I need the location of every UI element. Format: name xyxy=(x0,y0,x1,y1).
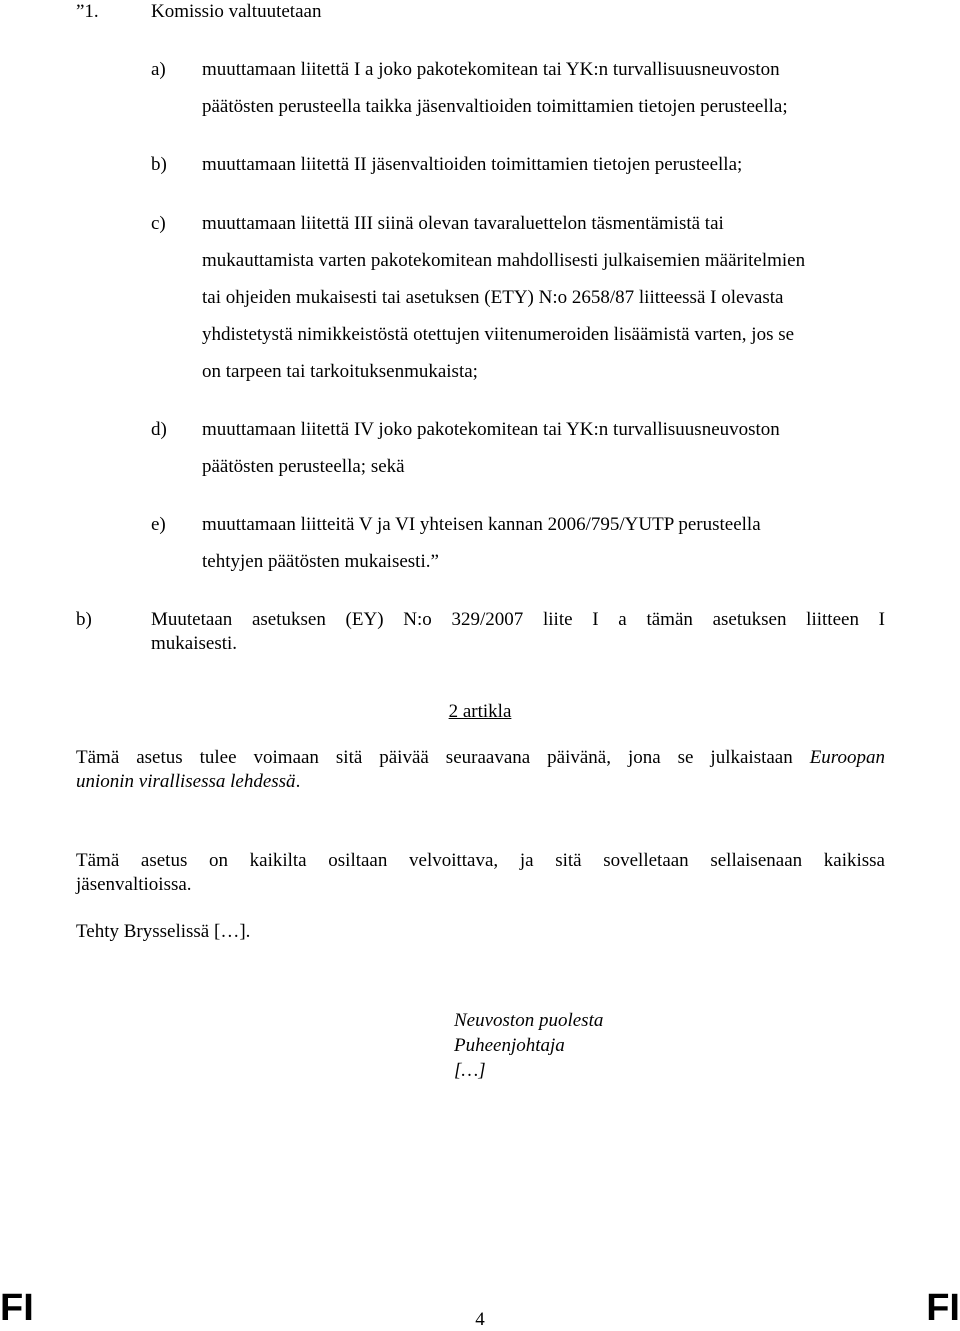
paragraph-text: . xyxy=(295,771,301,792)
binding-paragraph xyxy=(76,849,885,897)
paragraph-text: Tämä asetus tulee voimaan sitä päivää seuraavana päivänä, jona se julkaistaan xyxy=(76,747,810,768)
paragraph-line: Tämä asetus on kaikilta osiltaan velvoittava, ja sitä sovelletaan sellaisenaan kaikissa xyxy=(76,850,885,871)
sub-item-line: päätösten perusteella; sekä xyxy=(202,456,405,477)
signature-line: Puheenjohtaja xyxy=(454,1035,565,1056)
footer-language-right: FI xyxy=(926,1287,960,1329)
sub-item-line: muuttamaan liitettä I a joko pakotekomitean tai YK:n turvallisuusneuvoston xyxy=(202,59,780,80)
sub-item-line: päätösten perusteella taikka jäsenvaltioiden toimittamien tietojen perusteella; xyxy=(202,96,788,117)
sub-item-label: d) xyxy=(151,419,167,440)
sub-item-line: muuttamaan liitettä II jäsenvaltioiden toimittamien tietojen perusteella; xyxy=(202,154,743,175)
sub-item-line: yhdistetystä nimikkeistöstä otettujen viitenumeroiden lisäämistä varten, jos se xyxy=(202,324,795,345)
sub-item-line: muuttamaan liitettä IV joko pakotekomitean tai YK:n turvallisuusneuvoston xyxy=(202,419,780,440)
footer-language-left: FI xyxy=(0,1287,34,1329)
sub-item-line: muuttamaan liitettä III siinä olevan tavaraluettelon täsmentämistä tai xyxy=(202,213,724,234)
sub-item-line: on tarpeen tai tarkoituksenmukaista; xyxy=(202,361,478,382)
item-b-label: b) xyxy=(76,609,92,630)
sub-item-line: muuttamaan liitteitä V ja VI yhteisen kannan 2006/795/YUTP perusteella xyxy=(202,514,761,535)
page-number: 4 xyxy=(475,1309,485,1330)
signature-line: […] xyxy=(454,1060,486,1081)
item-b-line: Muutetaan asetuksen (EY) N:o 329/2007 liite I a tämän asetuksen liitteen I xyxy=(151,609,885,630)
sub-item-label: a) xyxy=(151,59,166,80)
journal-name: Euroopan xyxy=(809,747,885,768)
paragraph-line xyxy=(76,770,885,794)
paragraph-line xyxy=(76,746,885,770)
journal-name: unionin virallisessa lehdessä xyxy=(76,771,296,792)
list-number: ”1. xyxy=(76,1,99,22)
sub-item-line: mukauttamista varten pakotekomitean mahdollisesti julkaisemien määritelmien xyxy=(202,250,806,271)
article-paragraph xyxy=(76,746,885,794)
item-b-line: mukaisesti. xyxy=(151,633,238,654)
item-b-text xyxy=(151,608,885,656)
done-at: Tehty Brysselissä […]. xyxy=(76,921,251,942)
list-title: Komissio valtuutetaan xyxy=(151,1,322,22)
sub-item-line: tai ohjeiden mukaisesti tai asetuksen (ETY) N:o 2658/87 liitteessä I olevasta xyxy=(202,287,784,308)
sub-item-label: b) xyxy=(151,154,167,175)
signature-line: Neuvoston puolesta xyxy=(454,1010,604,1031)
article-heading: 2 artikla xyxy=(448,701,512,722)
paragraph-line: jäsenvaltioissa. xyxy=(76,874,192,895)
sub-item-line: tehtyjen päätösten mukaisesti.” xyxy=(202,551,439,572)
sub-item-label: c) xyxy=(151,213,166,234)
sub-item-label: e) xyxy=(151,514,166,535)
